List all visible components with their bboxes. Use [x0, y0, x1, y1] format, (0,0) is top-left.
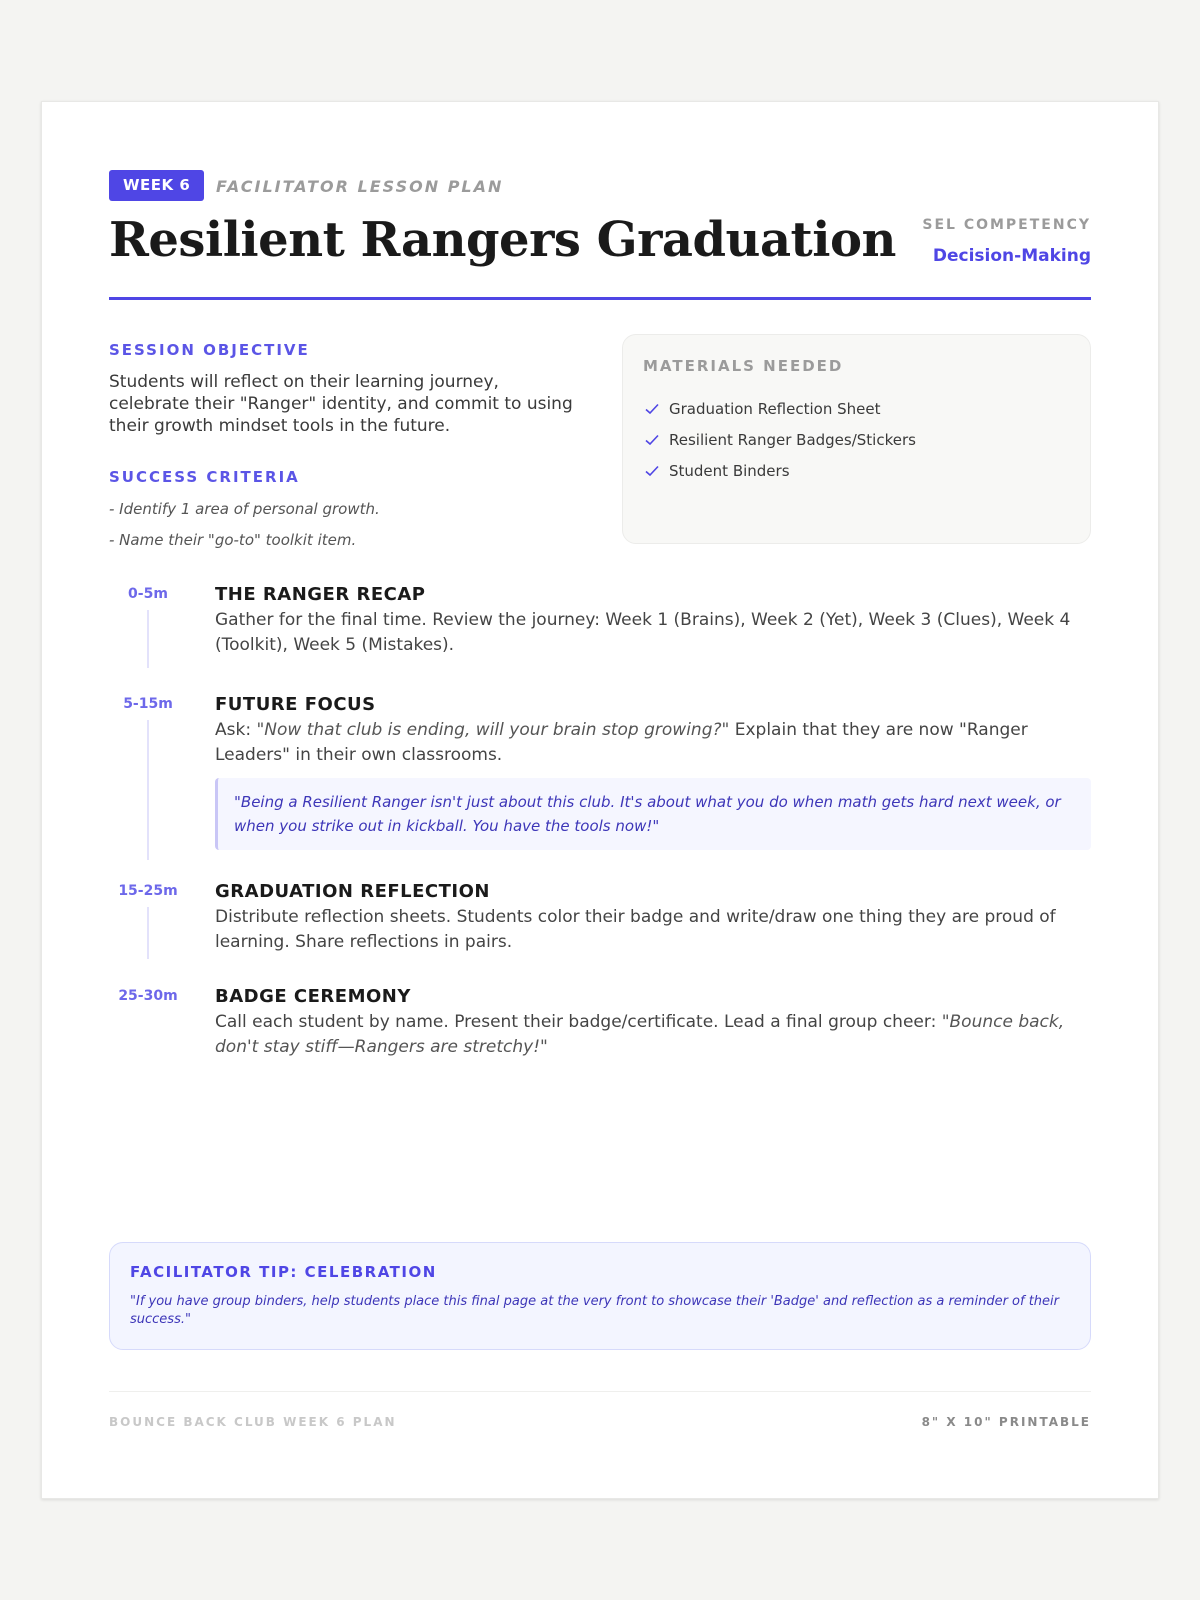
timeline: [109, 584, 1091, 1066]
step-title: THE RANGER RECAP: [215, 584, 426, 605]
check-icon: [643, 431, 661, 449]
success-criteria-label: SUCCESS CRITERIA: [109, 468, 300, 486]
header-divider: [109, 297, 1091, 300]
step-description: Distribute reflection sheets. Students color their badge and write/draw one thing they are proud of learning. Share reflections in pairs.: [215, 907, 1056, 952]
check-icon: [643, 400, 661, 418]
step-description: Gather for the final time. Review the journey: Week 1 (Brains), Week 2 (Yet), Week 3 (Clues), Week 4 (Toolkit), Week 5 (Mistakes).: [215, 610, 1071, 655]
step-description-text: Ask:: [215, 720, 257, 740]
session-objective-label: SESSION OBJECTIVE: [109, 341, 310, 359]
lesson-plan-page: [41, 101, 1159, 1499]
facilitator-tip-card: [109, 1242, 1091, 1350]
step-title: FUTURE FOCUS: [215, 694, 376, 715]
step-description-question: "Now that club is ending, will your brain stop growing?": [256, 720, 730, 740]
page-title: Resilient Rangers Graduation: [109, 212, 896, 268]
material-item: [643, 393, 1070, 424]
timeline-connector: [147, 720, 149, 860]
material-item: [643, 455, 1070, 486]
step-time: 5-15m: [123, 696, 173, 712]
footer-divider: [109, 1391, 1091, 1392]
step-time: 25-30m: [118, 988, 178, 1004]
materials-card: [622, 334, 1091, 544]
success-criteria: [109, 468, 579, 549]
step-description-text: Explain that they are now "Ranger Leaders" in their own classrooms.: [215, 720, 1028, 765]
timeline-connector: [147, 907, 149, 959]
step-description: [215, 718, 1091, 768]
timeline-step: [109, 694, 1091, 881]
timeline-step: [109, 986, 1091, 1066]
session-objective-text: Students will reflect on their learning journey, celebrate their "Ranger" identity, and commit to using their growth mindset tools in the future.: [109, 372, 573, 436]
material-item-label: Student Binders: [669, 461, 790, 480]
timeline-step: [109, 881, 1091, 986]
footer-print-size: 8" X 10" PRINTABLE: [921, 1415, 1091, 1429]
step-time: 0-5m: [128, 586, 168, 602]
facilitator-tip-label: FACILITATOR TIP: CELEBRATION: [130, 1263, 437, 1281]
plan-type-label: FACILITATOR LESSON PLAN: [216, 177, 504, 196]
step-title: BADGE CEREMONY: [215, 986, 411, 1007]
sel-competency-label: SEL COMPETENCY: [922, 217, 1091, 233]
footer-plan-name: BOUNCE BACK CLUB WEEK 6 PLAN: [109, 1415, 397, 1429]
check-icon: [643, 462, 661, 480]
success-criterion: - Name their "go-to" toolkit item.: [109, 531, 357, 549]
step-description-text: Call each student by name. Present their badge/certificate. Lead a final group cheer:: [215, 1012, 942, 1032]
success-criterion: - Identify 1 area of personal growth.: [109, 500, 380, 518]
timeline-step: [109, 584, 1091, 694]
step-description-cheer: "Bounce back, don't stay stiff—Rangers are stretchy!": [215, 1012, 1065, 1057]
session-objective: [109, 341, 579, 437]
materials-list: [643, 393, 1070, 486]
material-item-label: Resilient Ranger Badges/Stickers: [669, 430, 916, 449]
step-time: 15-25m: [118, 883, 178, 899]
facilitator-tip-text: "If you have group binders, help students place this final page at the very front to showcase their 'Badge' and reflection as a reminder of their success.": [130, 1294, 1059, 1327]
week-badge: WEEK 6: [109, 170, 204, 201]
material-item: [643, 424, 1070, 455]
materials-label: MATERIALS NEEDED: [643, 357, 844, 375]
step-description: [215, 1010, 1091, 1060]
material-item-label: Graduation Reflection Sheet: [669, 399, 881, 418]
facilitator-quote: "Being a Resilient Ranger isn't just about this club. It's about what you do when math gets hard next week, or when you strike out in kickball. You have the tools now!": [215, 778, 1091, 850]
timeline-connector: [147, 610, 149, 668]
step-title: GRADUATION REFLECTION: [215, 881, 490, 902]
sel-competency-value: Decision-Making: [932, 246, 1091, 266]
